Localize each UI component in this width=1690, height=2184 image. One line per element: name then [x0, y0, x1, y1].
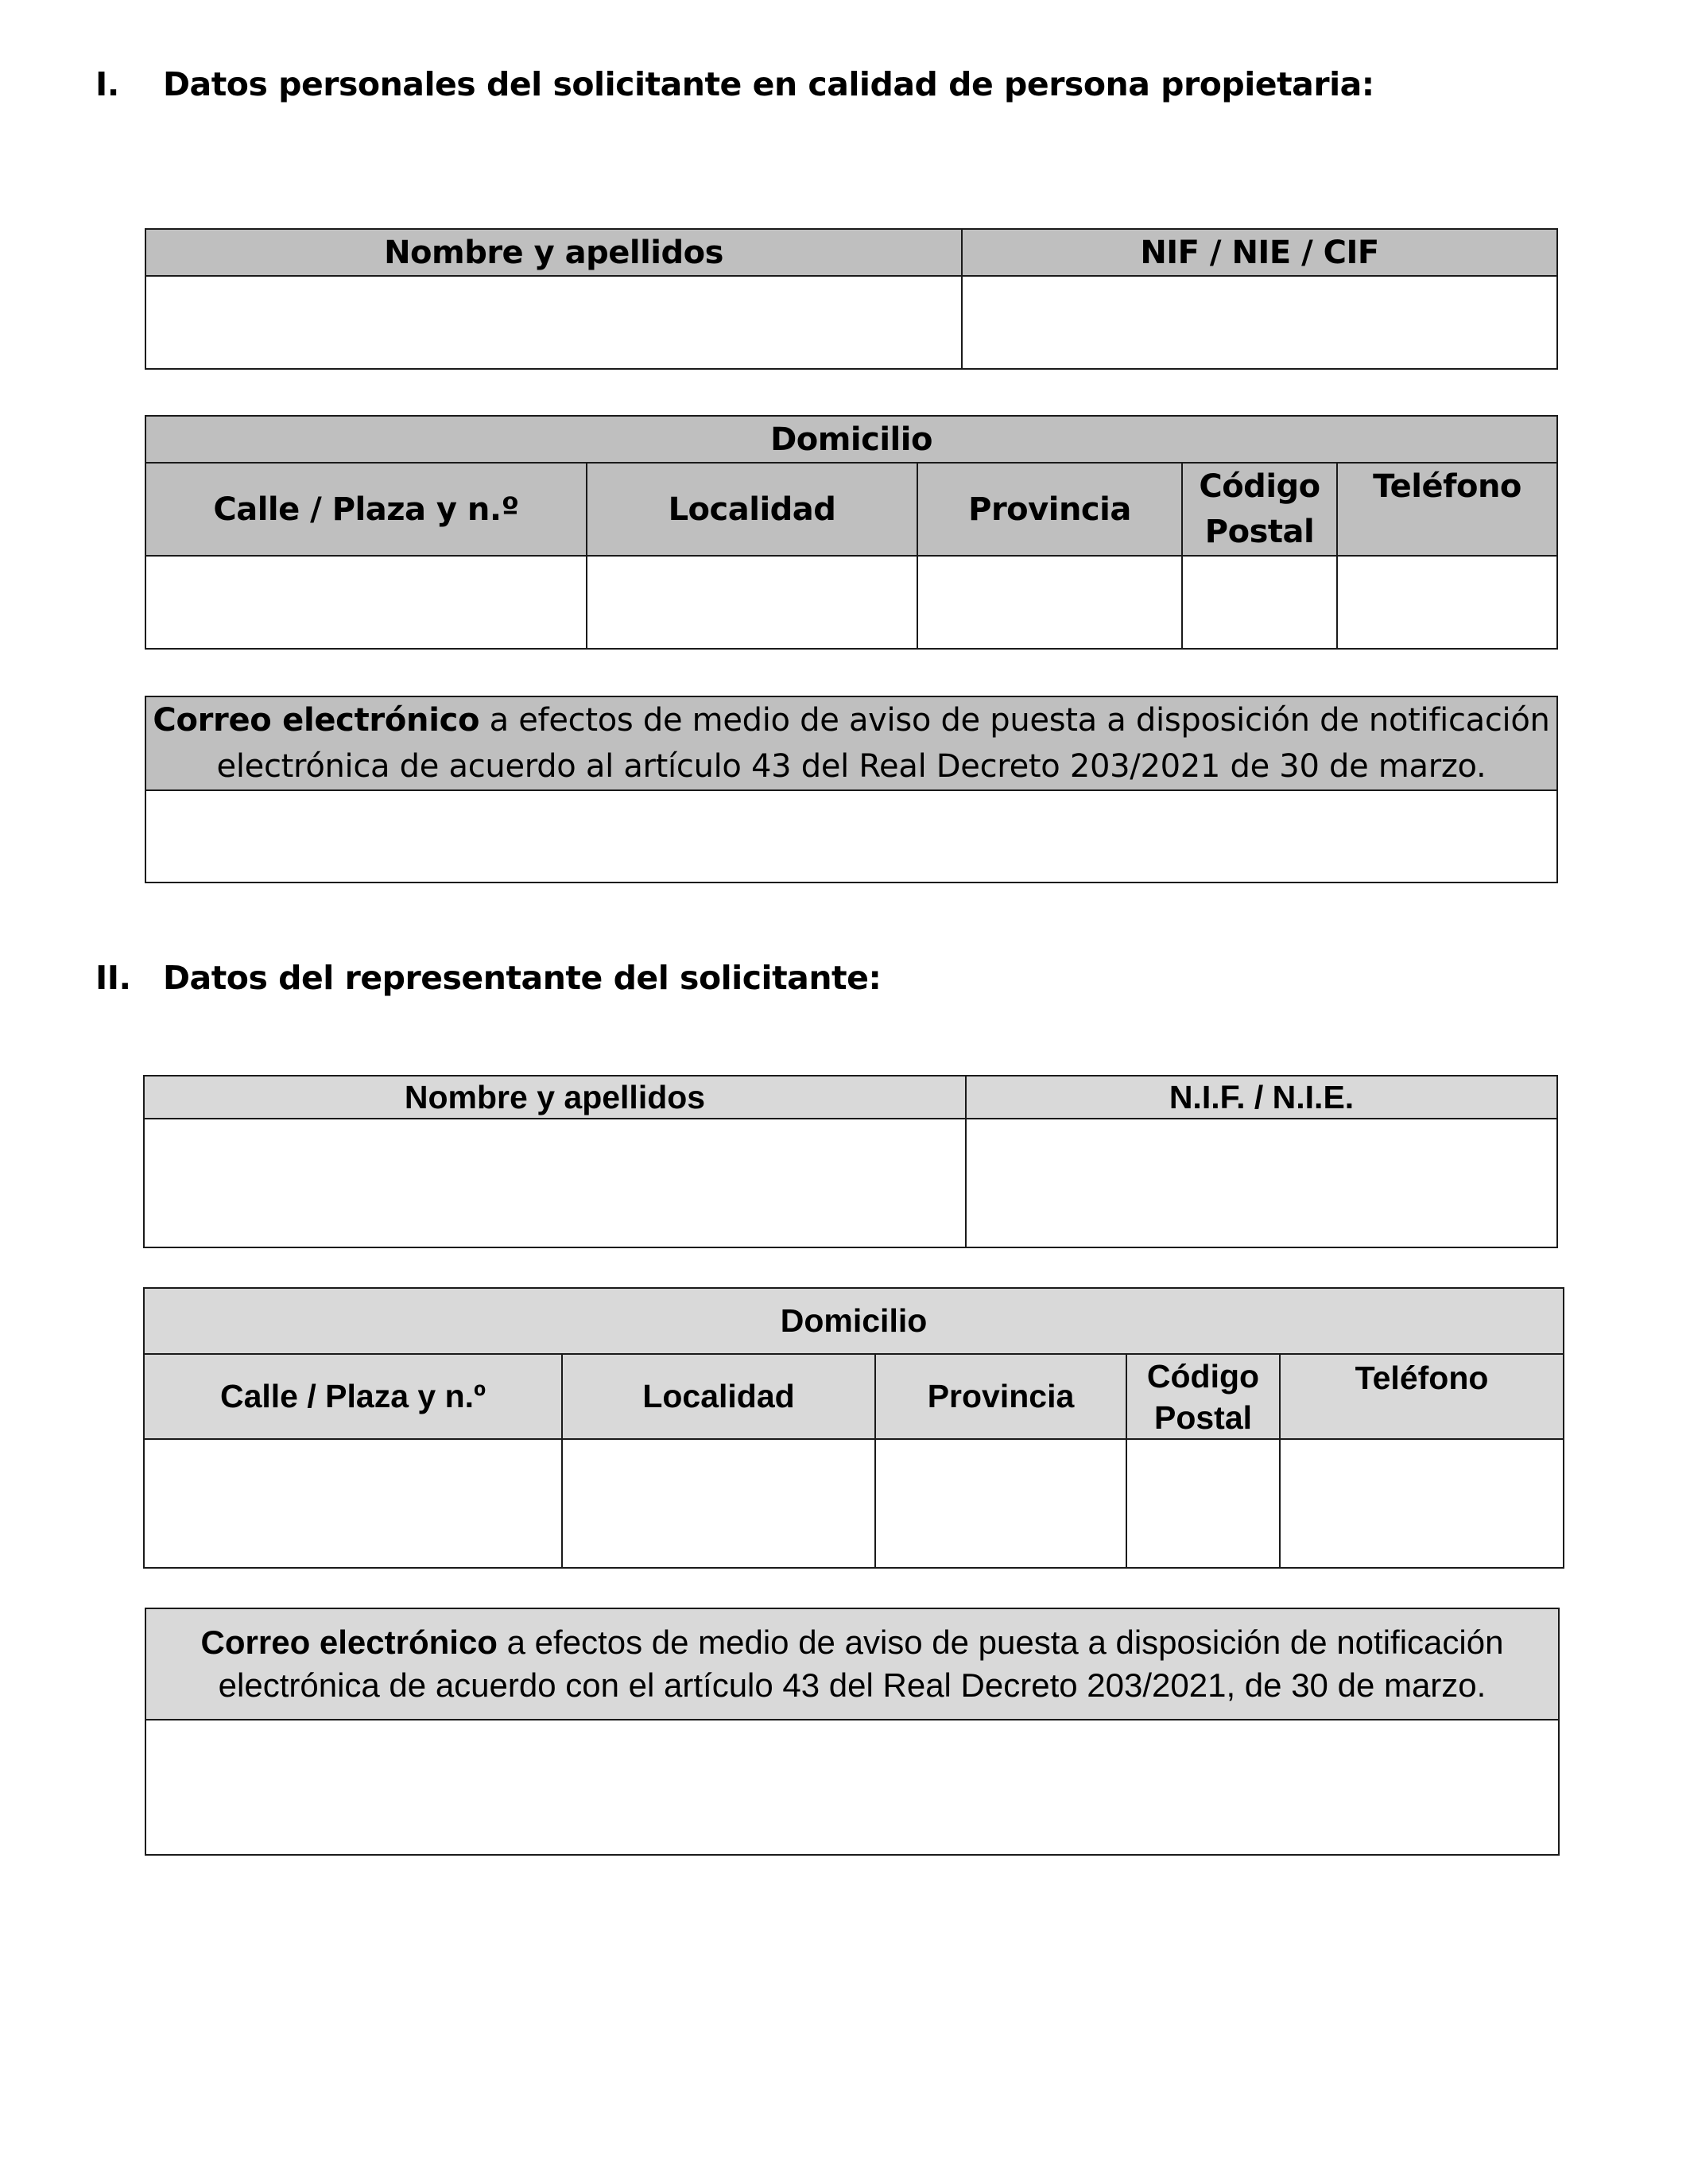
header-phone: Teléfono: [1337, 463, 1557, 556]
header-street: Calle / Plaza y n.º: [144, 1354, 562, 1439]
header-name: Nombre y apellidos: [145, 229, 962, 276]
input-email[interactable]: [145, 790, 1557, 883]
section-2-heading: [95, 959, 881, 997]
section-1-email-table: [145, 696, 1558, 883]
email-bold-label: Correo electrónico: [200, 1623, 498, 1661]
section-1-title: Datos personales del solicitante en calidad de persona propietaria:: [163, 65, 1374, 103]
input-street[interactable]: [144, 1439, 562, 1568]
header-locality: Localidad: [562, 1354, 875, 1439]
section-1-heading: [95, 65, 1374, 103]
section-1-number: I.: [95, 65, 119, 103]
input-postal-code[interactable]: [1126, 1439, 1280, 1568]
postal-line-2: Postal: [1204, 513, 1315, 550]
input-street[interactable]: [145, 556, 587, 649]
section-2-title: Datos del representante del solicitante:: [163, 959, 882, 997]
section-2-email-table: [145, 1608, 1560, 1856]
input-locality[interactable]: [562, 1439, 875, 1568]
header-name: Nombre y apellidos: [144, 1076, 966, 1119]
email-text-line-1: a efectos de medio de aviso de puesta a disposición de notificación: [497, 1623, 1504, 1661]
email-bold-label: Correo electrónico: [153, 702, 480, 739]
input-province[interactable]: [917, 556, 1182, 649]
header-id: N.I.F. / N.I.E.: [966, 1076, 1557, 1119]
input-name[interactable]: [145, 276, 962, 369]
input-phone[interactable]: [1280, 1439, 1564, 1568]
header-postal-code: [1182, 463, 1337, 556]
header-province: Provincia: [875, 1354, 1126, 1439]
section-2-id-table: [143, 1075, 1558, 1248]
section-1-id-table: [145, 228, 1558, 370]
email-text-line-2: electrónica de acuerdo con el artículo 43 del Real Decreto 203/2021, de 30 de marzo.: [218, 1666, 1487, 1704]
input-id[interactable]: [966, 1119, 1557, 1247]
input-email[interactable]: [145, 1720, 1559, 1855]
header-province: Provincia: [917, 463, 1182, 556]
address-title: Domicilio: [144, 1288, 1564, 1354]
header-postal-code: [1126, 1354, 1280, 1439]
input-province[interactable]: [875, 1439, 1126, 1568]
postal-line-1: Código: [1199, 467, 1320, 505]
section-2-address-table: [143, 1287, 1564, 1569]
input-postal-code[interactable]: [1182, 556, 1337, 649]
header-locality: Localidad: [587, 463, 917, 556]
section-1-address-table: [145, 415, 1558, 650]
email-header: [145, 696, 1557, 790]
email-text-line-2: electrónica de acuerdo al artículo 43 del Real Decreto 203/2021 de 30 de marzo.: [216, 748, 1487, 785]
input-name[interactable]: [144, 1119, 966, 1247]
email-header: [145, 1608, 1559, 1720]
header-street: Calle / Plaza y n.º: [145, 463, 587, 556]
postal-line-2: Postal: [1153, 1398, 1253, 1436]
input-phone[interactable]: [1337, 556, 1557, 649]
address-title: Domicilio: [145, 416, 1557, 463]
email-text-line-1: a efectos de medio de aviso de puesta a disposición de notificación: [479, 702, 1550, 739]
postal-line-1: Código: [1146, 1357, 1260, 1395]
header-id: NIF / NIE / CIF: [962, 229, 1557, 276]
input-locality[interactable]: [587, 556, 917, 649]
header-phone: Teléfono: [1280, 1354, 1564, 1439]
input-id[interactable]: [962, 276, 1557, 369]
section-2-number: II.: [95, 959, 131, 997]
